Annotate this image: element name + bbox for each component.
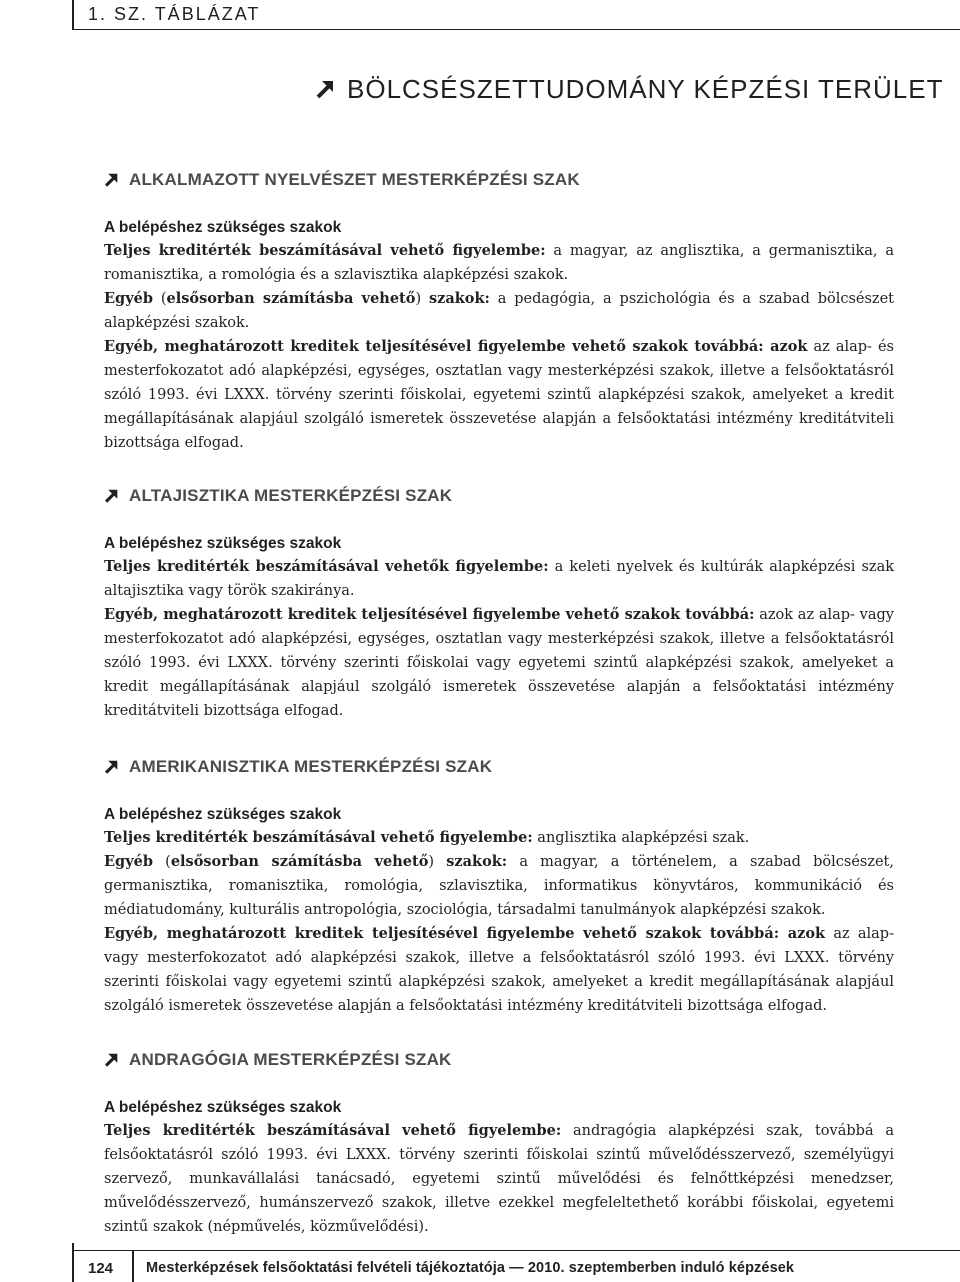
section-body-amerikanisztika: [104, 804, 894, 1018]
section-heading-text: AMERIKANISZTIKA MESTERKÉPZÉSI SZAK: [129, 757, 493, 776]
header-rule: [74, 29, 960, 30]
north-east-arrow-icon: [104, 760, 118, 774]
north-east-arrow-icon: [104, 489, 118, 503]
section-heading-text: ALTAJISZTIKA MESTERKÉPZÉSI SZAK: [129, 486, 453, 505]
north-east-arrow-icon: [315, 79, 335, 99]
full-credit-label: Teljes kreditérték beszámításával vehető figyelembe:: [104, 1122, 562, 1139]
full-credit-text: a keleti nyelvek és kultúrák alapképzési szak altajisztika vagy török szakiránya.: [104, 559, 895, 599]
running-title: 1. SZ. TÁBLÁZAT: [88, 4, 261, 24]
paren-close: ): [428, 854, 447, 870]
other-majors-text: a pedagógia, a pszichológia és a szabad bölcsészet alapképzési szakok.: [104, 291, 894, 331]
requirements-label: A belépéshez szükséges szakok: [104, 806, 342, 823]
full-credit-text: andragógia alapképzési szak, továbbá a felsőoktatásról szóló 1993. évi LXXX. törvény szerinti főiskolai szintű művelődésszervező, személyügyi szervező, munkavállalási tanácsadó, egyetemi szintű művelődési és felnőttképzési menedzser, művelődésszervező, humánszervező szakok, illetve ezekkel megfeleltethető korábbi főiskolai, egyetemi szintű szakok (népművelés, közművelődési).: [104, 1123, 894, 1235]
section-heading-alkalmazott: [104, 170, 580, 190]
footer-left-rule: [72, 1243, 74, 1282]
full-credit-label: Teljes kreditérték beszámításával vehetők figyelembe:: [104, 558, 549, 575]
running-header: [72, 0, 960, 30]
requirements-label: A belépéshez szükséges szakok: [104, 535, 342, 552]
section-heading-amerikanisztika: [104, 757, 492, 777]
section-body-altajisztika: [104, 533, 894, 723]
credit-condition-text: az alap- vagy mesterfokozatot adó alapképzési szakok, illetve a felsőoktatásról szóló 1993. évi LXXX. törvény szerinti főiskolai vagy egyetemi szintű alapképzési szakok, amelyeket a kredit megállapításának alapjául szolgáló ismeretek összevetése alapján a felsőoktatási intézmény kreditátviteli bizottsága elfogad.: [104, 926, 894, 1014]
paren-close: ): [415, 291, 429, 307]
credit-condition-paragraph: [104, 922, 894, 1018]
section-heading-text: ANDRAGÓGIA MESTERKÉPZÉSI SZAK: [129, 1050, 452, 1069]
requirements-label: A belépéshez szükséges szakok: [104, 1099, 342, 1116]
primarily-label: elsősorban számításba vehető: [166, 290, 416, 307]
full-credit-text: a magyar, az anglisztika, a germanisztika, a romanisztika, a romológia és a szlavisztika alapképzési szakok.: [104, 243, 894, 283]
credit-condition-paragraph: [104, 603, 894, 723]
paren-open: (: [152, 291, 167, 307]
other-majors-text: a magyar, a történelem, a szabad bölcsészet, germanisztika, romanisztika, romológia, szlavisztika, informatikus könyvtáros, kommunikáció és médiatudomány, kulturális antropológia, szociológia, társadalmi tanulmányok alapképzési szakok.: [104, 854, 894, 918]
other-majors-paragraph: [104, 287, 894, 335]
section-heading-text: ALKALMAZOTT NYELVÉSZET MESTERKÉPZÉSI SZAK: [129, 170, 580, 189]
primarily-label: elsősorban számításba vehető: [170, 853, 429, 870]
full-credit-paragraph: [104, 239, 894, 287]
footer-publication-title: Mesterképzések felsőoktatási felvételi tájékoztatója — 2010. szeptemberben induló képzések: [146, 1260, 795, 1276]
main-title-text: BÖLCSÉSZETTUDOMÁNY KÉPZÉSI TERÜLET: [347, 73, 944, 104]
credit-condition-paragraph: [104, 335, 894, 455]
paren-open: (: [152, 854, 171, 870]
north-east-arrow-icon: [104, 173, 118, 187]
full-credit-label: Teljes kreditérték beszámításával vehető figyelembe:: [104, 829, 533, 846]
credit-condition-label: Egyéb, meghatározott kreditek teljesítésével figyelembe vehető szakok továbbá:: [104, 606, 755, 623]
full-credit-paragraph: [104, 555, 894, 603]
credit-condition-label: Egyéb, meghatározott kreditek teljesítésével figyelembe vehető szakok továbbá: azok: [104, 338, 808, 355]
full-credit-paragraph: [104, 826, 894, 850]
other-majors-paragraph: [104, 850, 894, 922]
section-heading-andragogia: [104, 1050, 452, 1070]
section-body-alkalmazott: [104, 217, 894, 455]
full-credit-paragraph: [104, 1119, 894, 1239]
majors-label: szakok:: [446, 853, 508, 870]
main-title: [315, 71, 944, 107]
north-east-arrow-icon: [104, 1053, 118, 1067]
other-label: Egyéb: [104, 290, 153, 307]
section-body-andragogia: [104, 1097, 894, 1239]
requirements-label: A belépéshez szükséges szakok: [104, 219, 342, 236]
footer-divider: [132, 1251, 134, 1282]
section-heading-altajisztika: [104, 486, 452, 506]
credit-condition-label: Egyéb, meghatározott kreditek teljesítésével figyelembe vehető szakok továbbá: azok: [104, 925, 826, 942]
credit-condition-text: azok az alap- vagy mesterfokozatot adó alapképzési, egységes, osztatlan vagy mesterképzési szakok, illetve a felsőoktatásról szóló 1993. évi LXXX. törvény szerinti főiskolai vagy egyetemi szintű alapképzési szakok, amelyeket a kredit megállapításának alapjául szolgáló ismeretek összevetése alapján a felsőoktatási intézmény kreditátviteli bizottsága elfogad.: [104, 607, 894, 719]
full-credit-label: Teljes kreditérték beszámításával vehető figyelembe:: [104, 242, 546, 259]
other-label: Egyéb: [104, 853, 153, 870]
credit-condition-text: az alap- és mesterfokozatot adó alapképzési, egységes, osztatlan vagy mesterképzési szakok, illetve a felsőoktatásról szóló 1993. évi LXXX. törvény szerinti főiskolai, egyetemi szintű alapképzési szakok, amelyeket a kredit megállapításának alapjául szolgáló ismeretek összevetése alapján a felsőoktatási intézmény kreditátviteli bizottsága elfogad.: [104, 339, 895, 451]
majors-label: szakok:: [428, 290, 490, 307]
page-footer: [72, 1250, 960, 1281]
page-number: 124: [88, 1260, 114, 1277]
full-credit-text: anglisztika alapképzési szak.: [532, 830, 750, 846]
